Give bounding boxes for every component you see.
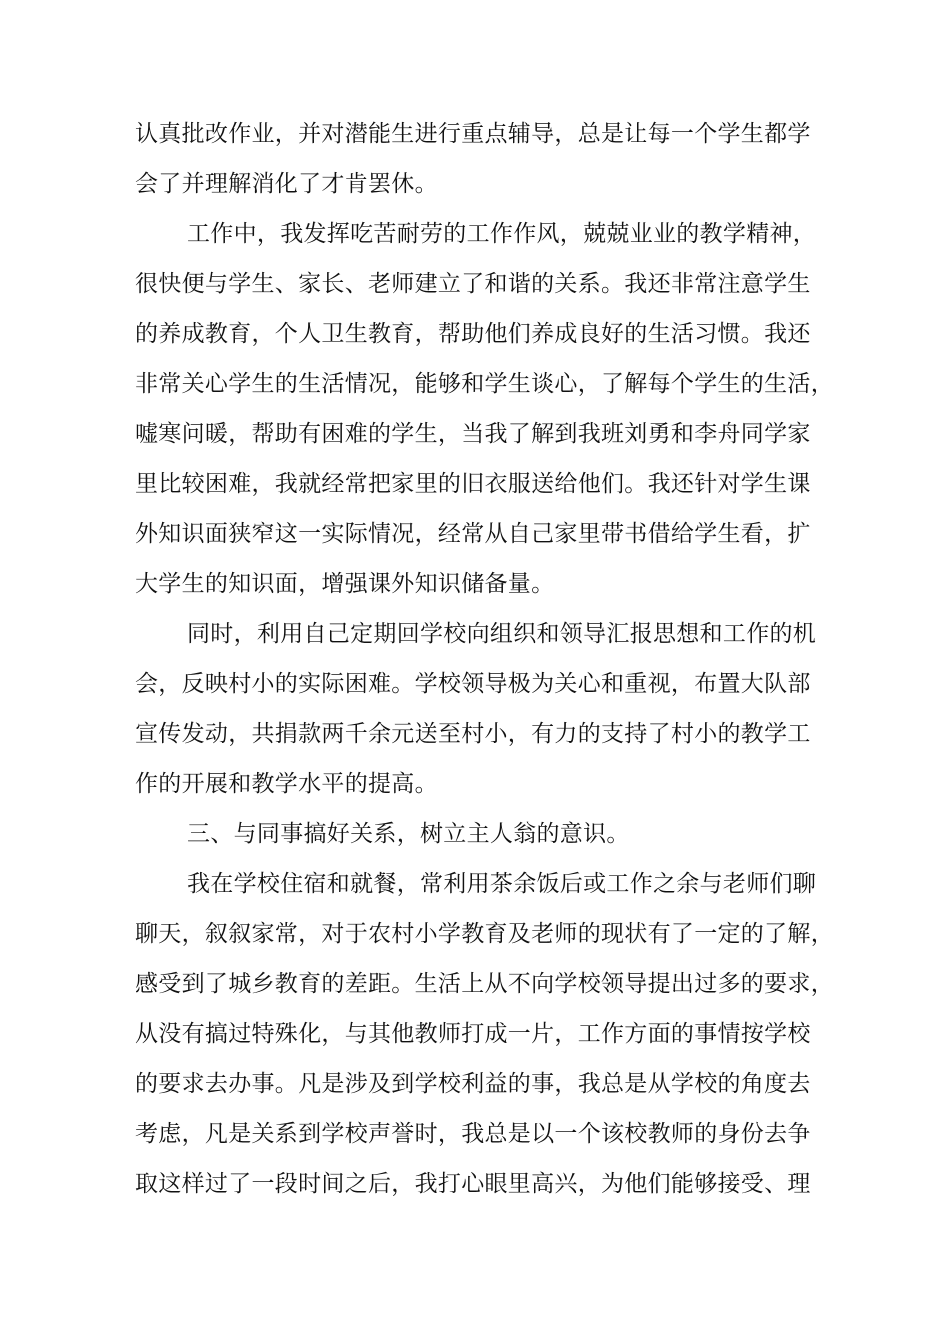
- paragraph-start-line: 同时，利用自己定期回学校向组织和领导汇报思想和工作的机: [187, 621, 817, 647]
- text-line: 考虑，凡是关系到学校声誉时，我总是以一个该校教师的身份去争: [135, 1121, 811, 1147]
- text-line: 认真批改作业，并对潜能生进行重点辅导，总是让每一个学生都学: [135, 121, 811, 147]
- text-line: 宣传发动，共捐款两千余元送至村小，有力的支持了村小的教学工: [135, 721, 811, 747]
- text-line: 的要求去办事。凡是涉及到学校利益的事，我总是从学校的角度去: [135, 1071, 811, 1097]
- text-line: 作的开展和教学水平的提高。: [135, 771, 438, 797]
- text-line: 从没有搞过特殊化，与其他教师打成一片，工作方面的事情按学校: [135, 1021, 811, 1047]
- text-line: 嘘寒问暖，帮助有困难的学生，当我了解到我班刘勇和李舟同学家: [135, 421, 811, 447]
- paragraph-start-line: 我在学校住宿和就餐，常利用茶余饭后或工作之余与老师们聊: [187, 871, 817, 897]
- text-line: 很快便与学生、家长、老师建立了和谐的关系。我还非常注意学生: [135, 271, 811, 297]
- text-line: 里比较困难，我就经常把家里的旧衣服送给他们。我还针对学生课: [135, 471, 811, 497]
- text-line: 聊天，叙叙家常，对于农村小学教育及老师的现状有了一定的了解，: [135, 921, 834, 947]
- section-heading: 三、与同事搞好关系，树立主人翁的意识。: [187, 821, 630, 847]
- text-line: 感受到了城乡教育的差距。生活上从不向学校领导提出过多的要求，: [135, 971, 834, 997]
- paragraph-start-line: 工作中，我发挥吃苦耐劳的工作作风，兢兢业业的教学精神，: [187, 221, 817, 247]
- text-line: 会，反映村小的实际困难。学校领导极为关心和重视，布置大队部: [135, 671, 811, 697]
- text-line: 取这样过了一段时间之后，我打心眼里高兴，为他们能够接受、理: [135, 1171, 811, 1197]
- text-line: 外知识面狭窄这一实际情况，经常从自己家里带书借给学生看，扩: [135, 521, 811, 547]
- text-line: 非常关心学生的生活情况，能够和学生谈心，了解每个学生的生活，: [135, 371, 834, 397]
- text-line: 大学生的知识面，增强课外知识储备量。: [135, 571, 555, 597]
- text-line: 会了并理解消化了才肯罢休。: [135, 171, 438, 197]
- text-line: 的养成教育，个人卫生教育，帮助他们养成良好的生活习惯。我还: [135, 321, 811, 347]
